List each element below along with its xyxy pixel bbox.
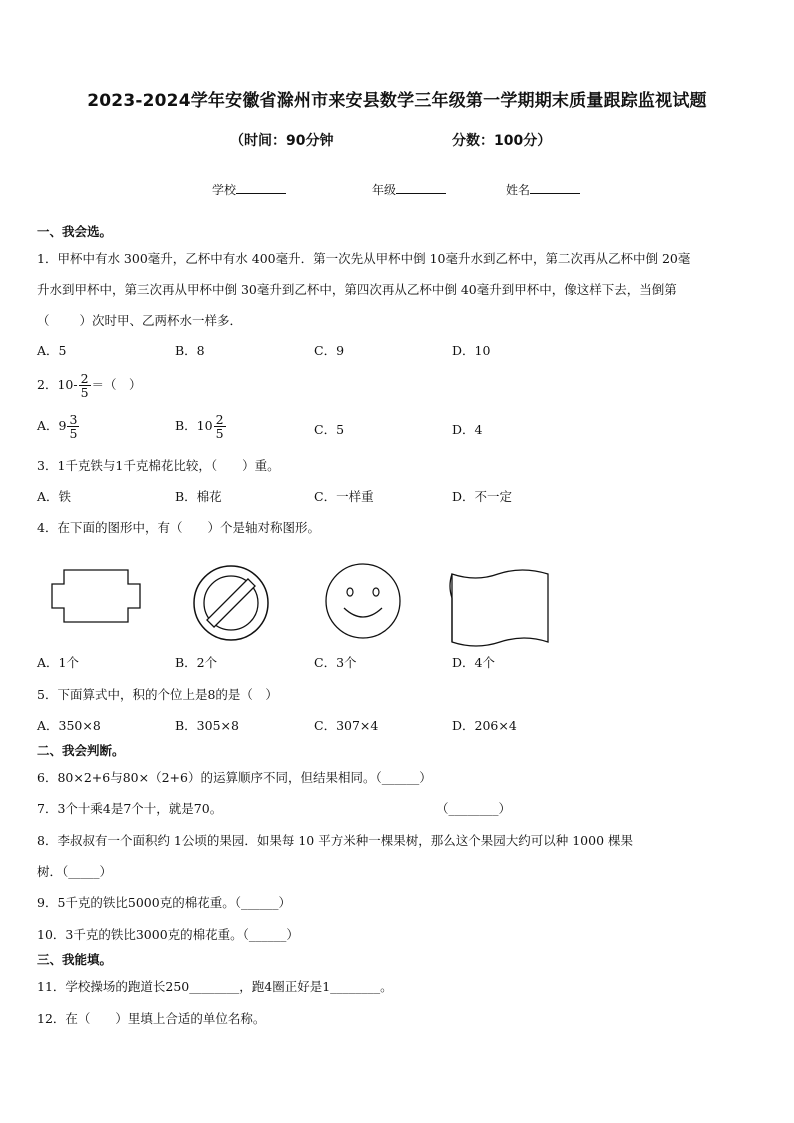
q3-option-a[interactable]: A．铁 [37, 489, 72, 504]
q10-text[interactable]: 10．3千克的铁比3000克的棉花重。（______） [37, 927, 299, 942]
q2-option-b[interactable]: B．10 $\frac{2}{5}$ [175, 412, 224, 441]
notched-rectangle-figure [50, 566, 142, 626]
q8-line1: 8．李叔叔有一个面积约 1公顷的果园．如果每 10 平方米种一棵果树，那么这个果园大约可以种 1000 棵果 [37, 833, 633, 848]
school-field[interactable] [212, 181, 286, 198]
q4-option-d[interactable]: D．4个 [452, 655, 495, 670]
q5-option-d[interactable]: D．206×4 [452, 718, 517, 733]
grade-label: 年级 [372, 183, 397, 197]
grade-blank[interactable] [396, 181, 446, 194]
q4-option-b[interactable]: B．2个 [175, 655, 218, 670]
q11-text[interactable]: 11．学校操场的跑道长250________，跑4圈正好是1________。 [37, 979, 393, 994]
school-label: 学校 [212, 183, 237, 197]
exam-score: 分数：100分） [452, 133, 552, 149]
q1-line3: （ ）次时甲、乙两杯水一样多． [37, 313, 243, 328]
q8-line2[interactable]: 树．（_____） [37, 864, 113, 879]
q4-stem: 4．在下面的图形中，有（ ）个是轴对称图形。 [37, 520, 320, 535]
name-field[interactable] [506, 181, 580, 198]
q1-option-a[interactable]: A．5 [37, 343, 67, 358]
q2-stem: 2．10- $\frac{2}{5}$ ＝（ ） [37, 371, 142, 400]
q3-option-d[interactable]: D．不一定 [452, 489, 513, 504]
q4-option-c[interactable]: C．3个 [314, 655, 357, 670]
q12-text: 12．在（ ）里填上合适的单位名称。 [37, 1011, 266, 1026]
q1-option-d[interactable]: D．10 [452, 343, 491, 358]
q6-text[interactable]: 6．80×2+6与80×（2+6）的运算顺序不同，但结果相同。（______） [37, 770, 432, 785]
q1-line1: 1．甲杯中有水 300毫升，乙杯中有水 400毫升．第一次先从甲杯中倒 10毫升水到乙杯中，第二次再从乙杯中倒 20毫 [37, 251, 691, 266]
q1-option-c[interactable]: C．9 [314, 343, 345, 358]
no-entry-sign-figure [190, 562, 272, 644]
section-heading-fill: 三、我能填。 [37, 952, 113, 967]
q3-option-b[interactable]: B．棉花 [175, 489, 222, 504]
q5-option-a[interactable]: A．350×8 [37, 718, 101, 733]
q3-option-c[interactable]: C．一样重 [314, 489, 374, 504]
q3-stem: 3．1千克铁与1千克棉花比较，（ ）重。 [37, 458, 280, 473]
school-blank[interactable] [236, 181, 286, 194]
exam-time: （时间：90分钟 [230, 133, 334, 149]
q5-option-c[interactable]: C．307×4 [314, 718, 379, 733]
smiley-face-figure [322, 560, 404, 642]
q1-line2: 升水到甲杯中，第三次再从甲杯中倒 30毫升到乙杯中，第四次再从乙杯中倒 40毫升到甲杯中，像这样下去，当倒第 [37, 282, 677, 297]
q2-fraction: $\frac{2}{5}$ [80, 371, 89, 400]
q9-text[interactable]: 9．5千克的铁比5000克的棉花重。（______） [37, 895, 291, 910]
name-label: 姓名 [506, 183, 531, 197]
q2-option-c[interactable]: C．5 [314, 422, 345, 437]
name-blank[interactable] [530, 181, 580, 194]
section-heading-choose: 一、我会选。 [37, 224, 113, 239]
q7-blank[interactable]: （________） [436, 801, 512, 816]
q2-option-d[interactable]: D．4 [452, 422, 483, 437]
q5-stem: 5．下面算式中，积的个位上是8的是（ ） [37, 687, 278, 702]
grade-field[interactable] [372, 181, 446, 198]
page-title: 2023-2024学年安徽省滁州市来安县数学三年级第一学期期末质量跟踪监视试题 [87, 91, 707, 111]
q2-option-a[interactable]: A．9 $\frac{3}{5}$ [37, 412, 78, 441]
q5-option-b[interactable]: B．305×8 [175, 718, 239, 733]
q7-text: 7．3个十乘4是7个十，就是70。 [37, 801, 223, 816]
wavy-flag-figure [446, 568, 552, 650]
q1-option-b[interactable]: B．8 [175, 343, 205, 358]
q4-option-a[interactable]: A．1个 [37, 655, 79, 670]
section-heading-judge: 二、我会判断。 [37, 743, 125, 758]
